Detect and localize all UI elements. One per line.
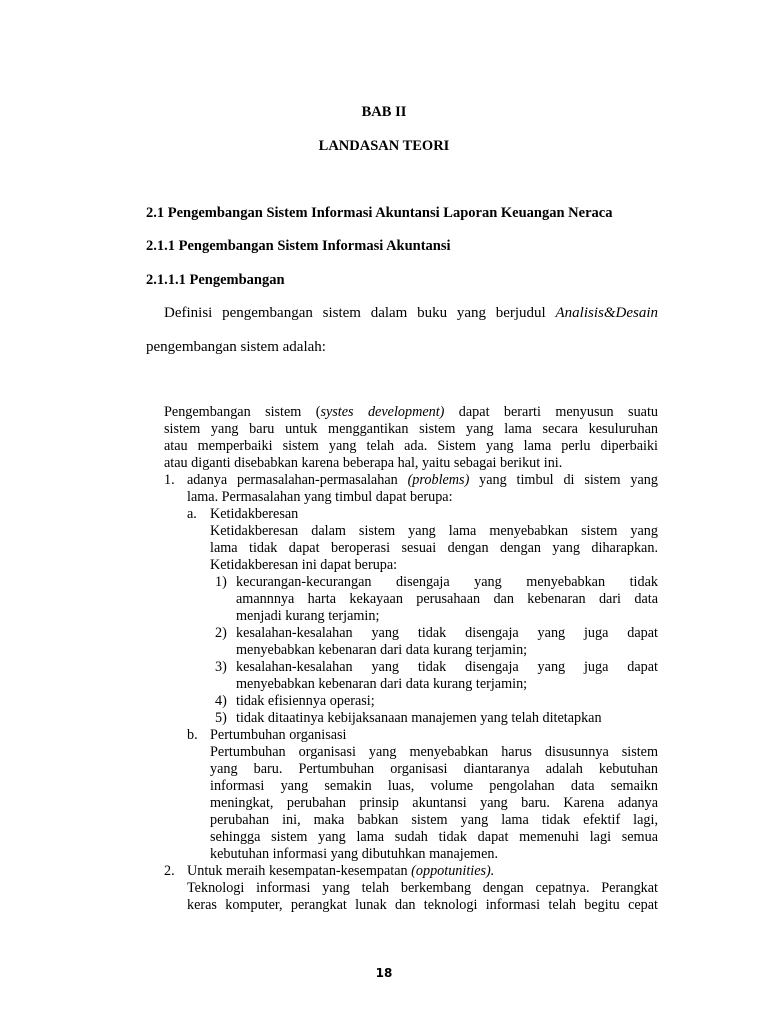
chapter-title: LANDASAN TEORI xyxy=(318,138,450,154)
subitem-a-title: Ketidakberesan xyxy=(210,506,299,522)
intro-text: Definisi pengembangan sistem dalam buku yang berjudul xyxy=(164,305,546,321)
item-2-line-3: keras komputer, perangkat lunak dan teknologi informasi telah begitu cepat xyxy=(187,897,658,913)
book-title: Analisis&Desain xyxy=(555,305,658,321)
list-1-line-3: menjadi kurang terjamin; xyxy=(236,608,380,624)
item-2-line-2: Teknologi informasi yang telah berkembang dengan cepatnya. Perangkat xyxy=(187,880,658,896)
subitem-b-title: Pertumbuhan organisasi xyxy=(210,727,347,743)
quote-line-4: atau diganti disebabkan karena beberapa hal, yaitu sebagai berikut ini. xyxy=(164,455,563,471)
term-systes-development: systes development) xyxy=(320,404,445,420)
list-3-line-1: kesalahan-kesalahan yang tidak disengaja yang juga dapat xyxy=(236,659,658,675)
list-4-line-1: tidak efisiennya operasi; xyxy=(236,693,375,709)
quote-line-3: atau memperbaiki sistem yang telah ada. Sistem yang lama perlu diperbaiki xyxy=(164,438,658,454)
intro-line-2: pengembangan sistem adalah: xyxy=(146,339,326,355)
subitem-label-a: a. xyxy=(187,506,197,522)
subitem-b-line-3: informasi yang semakin luas, volume pengolahan data semaikn xyxy=(210,778,658,794)
term-oppotunities: (oppotunities). xyxy=(411,863,495,879)
subitem-b-line-1: Pertumbuhan organisasi yang menyebabkan harus disusunnya sistem xyxy=(210,744,658,760)
intro-line-1 xyxy=(164,305,658,322)
subitem-b-line-7: kebutuhan informasi yang dibutuhkan manajemen. xyxy=(210,846,499,862)
item-1-line-1: adanya permasalahan-permasalahan (problems) yang timbul di sistem yang xyxy=(187,472,658,488)
list-number-5: 5) xyxy=(215,710,227,726)
page-number: 18 xyxy=(375,966,393,980)
quote-line-1: Pengembangan sistem (systes development) dapat berarti menyusun suatu xyxy=(164,404,658,420)
section-heading-2-1-1: 2.1.1 Pengembangan Sistem Informasi Akuntansi xyxy=(146,238,451,254)
list-3-line-2: menyebabkan kebenaran dari data kurang terjamin; xyxy=(236,676,528,692)
subitem-b-line-6: sehingga sistem yang lama sudah tidak dapat memenuhi lagi semua xyxy=(210,829,658,845)
item-number-2: 2. xyxy=(164,863,175,879)
subitem-label-b: b. xyxy=(187,727,198,743)
item-number-1: 1. xyxy=(164,472,175,488)
list-number-2: 2) xyxy=(215,625,227,641)
list-5-line-1: tidak ditaatinya kebijaksanaan manajemen yang telah ditetapkan xyxy=(236,710,602,726)
subitem-b-line-2: yang baru. Pertumbuhan organisasi diantaranya adalah kebutuhan xyxy=(210,761,658,777)
chapter-label: BAB II xyxy=(361,104,407,120)
list-2-line-1: kesalahan-kesalahan yang tidak disengaja yang juga dapat xyxy=(236,625,658,641)
section-heading-2-1: 2.1 Pengembangan Sistem Informasi Akuntansi Laporan Keuangan Neraca xyxy=(146,205,613,221)
subitem-a-line-1: Ketidakberesan dalam sistem yang lama menyebabkan sistem yang xyxy=(210,523,658,539)
item-1-line-2: lama. Permasalahan yang timbul dapat berupa: xyxy=(187,489,453,505)
subitem-a-line-2: lama tidak dapat beroperasi sesuai dengan dengan yang diharapkan. xyxy=(210,540,658,556)
list-number-3: 3) xyxy=(215,659,227,675)
list-1-line-1: kecurangan-kecurangan disengaja yang menyebabkan tidak xyxy=(236,574,658,590)
list-2-line-2: menyebabkan kebenaran dari data kurang terjamin; xyxy=(236,642,528,658)
list-1-line-2: amannnya harta kekayaan perusahaan dan kebenaran dari data xyxy=(236,591,658,607)
subitem-b-line-5: perubahan ini, maka babkan sistem yang lama tidak efektif lagi, xyxy=(210,812,658,828)
quote-line-2: sistem yang baru untuk menggantikan sistem yang lama secara kesuluruhan xyxy=(164,421,658,437)
list-number-4: 4) xyxy=(215,693,227,709)
list-number-1: 1) xyxy=(215,574,227,590)
item-2-line-1: Untuk meraih kesempatan-kesempatan (oppotunities). xyxy=(187,863,495,879)
subitem-a-line-3: Ketidakberesan ini dapat berupa: xyxy=(210,557,398,573)
term-problems: (problems) xyxy=(407,472,470,488)
section-heading-2-1-1-1: 2.1.1.1 Pengembangan xyxy=(146,272,285,288)
subitem-b-line-4: meningkat, perubahan prinsip akuntansi yang baru. Karena adanya xyxy=(210,795,658,811)
